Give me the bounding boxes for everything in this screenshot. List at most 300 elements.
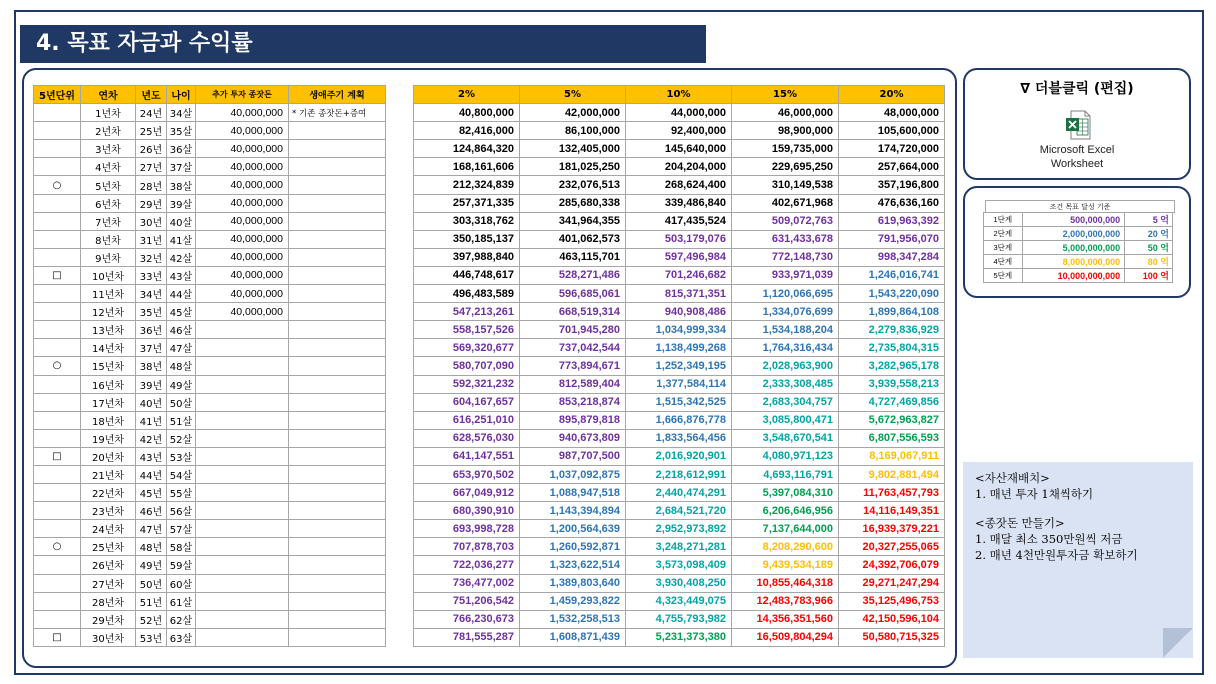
five-year-mark-cell[interactable] bbox=[34, 520, 81, 538]
year-count-cell[interactable]: 23년차 bbox=[81, 502, 136, 520]
five-year-mark-cell[interactable] bbox=[34, 339, 81, 357]
five-year-mark-cell[interactable] bbox=[34, 502, 81, 520]
return-value-cell[interactable]: 181,025,250 bbox=[520, 158, 626, 176]
age-cell[interactable]: 63살 bbox=[167, 628, 196, 646]
return-value-cell[interactable]: 92,400,000 bbox=[626, 122, 732, 140]
return-value-cell[interactable]: 558,157,526 bbox=[414, 321, 520, 339]
return-value-cell[interactable]: 6,206,646,956 bbox=[732, 502, 839, 520]
five-year-mark-cell[interactable] bbox=[34, 610, 81, 628]
year-cell[interactable]: 43년 bbox=[136, 447, 167, 465]
return-value-cell[interactable]: 8,169,067,911 bbox=[839, 447, 945, 465]
five-year-mark-cell[interactable] bbox=[34, 429, 81, 447]
plan-cell[interactable] bbox=[289, 122, 386, 140]
year-count-cell[interactable]: 9년차 bbox=[81, 248, 136, 266]
return-value-cell[interactable]: 2,279,836,929 bbox=[839, 321, 945, 339]
invest-cell[interactable] bbox=[196, 411, 289, 429]
return-value-cell[interactable]: 1,534,188,204 bbox=[732, 321, 839, 339]
return-value-cell[interactable]: 998,347,284 bbox=[839, 248, 945, 266]
return-value-cell[interactable]: 6,807,556,593 bbox=[839, 429, 945, 447]
five-year-mark-cell[interactable] bbox=[34, 212, 81, 230]
invest-cell[interactable] bbox=[196, 628, 289, 646]
return-value-cell[interactable]: 987,707,500 bbox=[520, 447, 626, 465]
plan-cell[interactable] bbox=[289, 393, 386, 411]
return-value-cell[interactable]: 1,034,999,334 bbox=[626, 321, 732, 339]
return-value-cell[interactable]: 2,683,304,757 bbox=[732, 393, 839, 411]
year-count-cell[interactable]: 29년차 bbox=[81, 610, 136, 628]
age-cell[interactable]: 58살 bbox=[167, 538, 196, 556]
year-cell[interactable]: 34년 bbox=[136, 285, 167, 303]
return-value-cell[interactable]: 4,755,793,982 bbox=[626, 610, 732, 628]
return-value-cell[interactable]: 46,000,000 bbox=[732, 104, 839, 122]
age-cell[interactable]: 59살 bbox=[167, 556, 196, 574]
return-value-cell[interactable]: 1,252,349,195 bbox=[626, 357, 732, 375]
return-value-cell[interactable]: 496,483,589 bbox=[414, 285, 520, 303]
plan-cell[interactable] bbox=[289, 285, 386, 303]
return-value-cell[interactable]: 569,320,677 bbox=[414, 339, 520, 357]
age-cell[interactable]: 42살 bbox=[167, 248, 196, 266]
invest-cell[interactable] bbox=[196, 429, 289, 447]
five-year-mark-cell[interactable] bbox=[34, 122, 81, 140]
invest-cell[interactable] bbox=[196, 502, 289, 520]
return-value-cell[interactable]: 597,496,984 bbox=[626, 248, 732, 266]
year-cell[interactable]: 35년 bbox=[136, 303, 167, 321]
return-value-cell[interactable]: 402,671,968 bbox=[732, 194, 839, 212]
age-cell[interactable]: 55살 bbox=[167, 484, 196, 502]
invest-cell[interactable]: 40,000,000 bbox=[196, 248, 289, 266]
year-count-cell[interactable]: 14년차 bbox=[81, 339, 136, 357]
return-value-cell[interactable]: 604,167,657 bbox=[414, 393, 520, 411]
year-count-cell[interactable]: 4년차 bbox=[81, 158, 136, 176]
excel-object-box[interactable] bbox=[963, 68, 1191, 180]
five-year-mark-cell[interactable]: □ bbox=[34, 447, 81, 465]
return-value-cell[interactable]: 3,573,098,409 bbox=[626, 556, 732, 574]
return-value-cell[interactable]: 722,036,277 bbox=[414, 556, 520, 574]
return-value-cell[interactable]: 42,150,596,104 bbox=[839, 610, 945, 628]
five-year-mark-cell[interactable] bbox=[34, 285, 81, 303]
invest-cell[interactable]: 40,000,000 bbox=[196, 230, 289, 248]
plan-cell[interactable] bbox=[289, 465, 386, 483]
return-value-cell[interactable]: 48,000,000 bbox=[839, 104, 945, 122]
five-year-mark-cell[interactable] bbox=[34, 194, 81, 212]
year-cell[interactable]: 36년 bbox=[136, 321, 167, 339]
return-value-cell[interactable]: 1,389,803,640 bbox=[520, 574, 626, 592]
year-count-cell[interactable]: 24년차 bbox=[81, 520, 136, 538]
return-value-cell[interactable]: 631,433,678 bbox=[732, 230, 839, 248]
plan-cell[interactable] bbox=[289, 447, 386, 465]
return-value-cell[interactable]: 16,509,804,294 bbox=[732, 628, 839, 646]
invest-cell[interactable] bbox=[196, 484, 289, 502]
five-year-mark-cell[interactable] bbox=[34, 411, 81, 429]
invest-cell[interactable] bbox=[196, 520, 289, 538]
return-value-cell[interactable]: 397,988,840 bbox=[414, 248, 520, 266]
return-value-cell[interactable]: 1,515,342,525 bbox=[626, 393, 732, 411]
returns-table[interactable] bbox=[413, 85, 945, 647]
age-cell[interactable]: 62살 bbox=[167, 610, 196, 628]
age-cell[interactable]: 43살 bbox=[167, 266, 196, 284]
plan-cell[interactable] bbox=[289, 574, 386, 592]
plan-cell[interactable] bbox=[289, 212, 386, 230]
return-value-cell[interactable]: 940,673,809 bbox=[520, 429, 626, 447]
five-year-mark-cell[interactable]: ○ bbox=[34, 176, 81, 194]
return-value-cell[interactable]: 3,930,408,250 bbox=[626, 574, 732, 592]
plan-cell[interactable] bbox=[289, 520, 386, 538]
year-count-cell[interactable]: 10년차 bbox=[81, 266, 136, 284]
five-year-mark-cell[interactable] bbox=[34, 158, 81, 176]
return-value-cell[interactable]: 339,486,840 bbox=[626, 194, 732, 212]
schedule-table[interactable] bbox=[33, 85, 386, 647]
return-value-cell[interactable]: 40,800,000 bbox=[414, 104, 520, 122]
return-value-cell[interactable]: 736,477,002 bbox=[414, 574, 520, 592]
return-value-cell[interactable]: 285,680,338 bbox=[520, 194, 626, 212]
return-value-cell[interactable]: 446,748,617 bbox=[414, 266, 520, 284]
year-count-cell[interactable]: 6년차 bbox=[81, 194, 136, 212]
return-value-cell[interactable]: 1,143,394,894 bbox=[520, 502, 626, 520]
return-value-cell[interactable]: 5,672,963,827 bbox=[839, 411, 945, 429]
five-year-mark-cell[interactable] bbox=[34, 574, 81, 592]
invest-cell[interactable] bbox=[196, 574, 289, 592]
return-value-cell[interactable]: 401,062,573 bbox=[520, 230, 626, 248]
year-cell[interactable]: 33년 bbox=[136, 266, 167, 284]
return-value-cell[interactable]: 105,600,000 bbox=[839, 122, 945, 140]
return-value-cell[interactable]: 417,435,524 bbox=[626, 212, 732, 230]
return-value-cell[interactable]: 3,085,800,471 bbox=[732, 411, 839, 429]
age-cell[interactable]: 47살 bbox=[167, 339, 196, 357]
return-value-cell[interactable]: 3,939,558,213 bbox=[839, 375, 945, 393]
return-value-cell[interactable]: 667,049,912 bbox=[414, 484, 520, 502]
five-year-mark-cell[interactable] bbox=[34, 556, 81, 574]
age-cell[interactable]: 44살 bbox=[167, 285, 196, 303]
return-value-cell[interactable]: 2,684,521,720 bbox=[626, 502, 732, 520]
return-value-cell[interactable]: 7,137,644,000 bbox=[732, 520, 839, 538]
year-cell[interactable]: 53년 bbox=[136, 628, 167, 646]
return-value-cell[interactable]: 50,580,715,325 bbox=[839, 628, 945, 646]
year-cell[interactable]: 25년 bbox=[136, 122, 167, 140]
invest-cell[interactable]: 40,000,000 bbox=[196, 266, 289, 284]
return-value-cell[interactable]: 204,204,000 bbox=[626, 158, 732, 176]
return-value-cell[interactable]: 174,720,000 bbox=[839, 140, 945, 158]
age-cell[interactable]: 53살 bbox=[167, 447, 196, 465]
plan-cell[interactable] bbox=[289, 248, 386, 266]
five-year-mark-cell[interactable] bbox=[34, 321, 81, 339]
return-value-cell[interactable]: 2,735,804,315 bbox=[839, 339, 945, 357]
year-count-cell[interactable]: 8년차 bbox=[81, 230, 136, 248]
age-cell[interactable]: 37살 bbox=[167, 158, 196, 176]
age-cell[interactable]: 54살 bbox=[167, 465, 196, 483]
invest-cell[interactable]: 40,000,000 bbox=[196, 140, 289, 158]
return-value-cell[interactable]: 580,707,090 bbox=[414, 357, 520, 375]
five-year-mark-cell[interactable] bbox=[34, 465, 81, 483]
plan-cell[interactable] bbox=[289, 339, 386, 357]
year-cell[interactable]: 42년 bbox=[136, 429, 167, 447]
return-value-cell[interactable]: 4,693,116,791 bbox=[732, 465, 839, 483]
return-value-cell[interactable]: 737,042,544 bbox=[520, 339, 626, 357]
plan-cell[interactable] bbox=[289, 357, 386, 375]
return-value-cell[interactable]: 592,321,232 bbox=[414, 375, 520, 393]
plan-cell[interactable] bbox=[289, 538, 386, 556]
return-value-cell[interactable]: 11,763,457,793 bbox=[839, 484, 945, 502]
return-value-cell[interactable]: 42,000,000 bbox=[520, 104, 626, 122]
return-value-cell[interactable]: 257,664,000 bbox=[839, 158, 945, 176]
return-value-cell[interactable]: 933,971,039 bbox=[732, 266, 839, 284]
return-value-cell[interactable]: 693,998,728 bbox=[414, 520, 520, 538]
return-value-cell[interactable]: 12,483,783,966 bbox=[732, 592, 839, 610]
return-value-cell[interactable]: 1,120,066,695 bbox=[732, 285, 839, 303]
return-value-cell[interactable]: 229,695,250 bbox=[732, 158, 839, 176]
return-value-cell[interactable]: 3,282,965,178 bbox=[839, 357, 945, 375]
return-value-cell[interactable]: 2,016,920,901 bbox=[626, 447, 732, 465]
year-count-cell[interactable]: 30년차 bbox=[81, 628, 136, 646]
age-cell[interactable]: 45살 bbox=[167, 303, 196, 321]
plan-cell[interactable] bbox=[289, 375, 386, 393]
age-cell[interactable]: 48살 bbox=[167, 357, 196, 375]
year-count-cell[interactable]: 17년차 bbox=[81, 393, 136, 411]
year-cell[interactable]: 45년 bbox=[136, 484, 167, 502]
return-value-cell[interactable]: 2,952,973,892 bbox=[626, 520, 732, 538]
age-cell[interactable]: 40살 bbox=[167, 212, 196, 230]
year-cell[interactable]: 39년 bbox=[136, 375, 167, 393]
return-value-cell[interactable]: 1,459,293,822 bbox=[520, 592, 626, 610]
invest-cell[interactable]: 40,000,000 bbox=[196, 194, 289, 212]
return-value-cell[interactable]: 2,028,963,900 bbox=[732, 357, 839, 375]
return-value-cell[interactable]: 1,246,016,741 bbox=[839, 266, 945, 284]
year-count-cell[interactable]: 5년차 bbox=[81, 176, 136, 194]
return-value-cell[interactable]: 1,200,564,639 bbox=[520, 520, 626, 538]
return-value-cell[interactable]: 701,246,682 bbox=[626, 266, 732, 284]
return-value-cell[interactable]: 2,440,474,291 bbox=[626, 484, 732, 502]
return-value-cell[interactable]: 616,251,010 bbox=[414, 411, 520, 429]
invest-cell[interactable] bbox=[196, 610, 289, 628]
return-value-cell[interactable]: 619,963,392 bbox=[839, 212, 945, 230]
return-value-cell[interactable]: 1,833,564,456 bbox=[626, 429, 732, 447]
year-count-cell[interactable]: 2년차 bbox=[81, 122, 136, 140]
return-value-cell[interactable]: 815,371,351 bbox=[626, 285, 732, 303]
return-value-cell[interactable]: 4,080,971,123 bbox=[732, 447, 839, 465]
age-cell[interactable]: 61살 bbox=[167, 592, 196, 610]
five-year-mark-cell[interactable] bbox=[34, 303, 81, 321]
year-cell[interactable]: 47년 bbox=[136, 520, 167, 538]
return-value-cell[interactable]: 766,230,673 bbox=[414, 610, 520, 628]
return-value-cell[interactable]: 232,076,513 bbox=[520, 176, 626, 194]
return-value-cell[interactable]: 4,323,449,075 bbox=[626, 592, 732, 610]
five-year-mark-cell[interactable] bbox=[34, 104, 81, 122]
return-value-cell[interactable]: 503,179,076 bbox=[626, 230, 732, 248]
year-cell[interactable]: 49년 bbox=[136, 556, 167, 574]
return-value-cell[interactable]: 35,125,496,753 bbox=[839, 592, 945, 610]
return-value-cell[interactable]: 1,532,258,513 bbox=[520, 610, 626, 628]
year-count-cell[interactable]: 21년차 bbox=[81, 465, 136, 483]
five-year-mark-cell[interactable] bbox=[34, 230, 81, 248]
return-value-cell[interactable]: 132,405,000 bbox=[520, 140, 626, 158]
year-cell[interactable]: 28년 bbox=[136, 176, 167, 194]
year-cell[interactable]: 50년 bbox=[136, 574, 167, 592]
return-value-cell[interactable]: 82,416,000 bbox=[414, 122, 520, 140]
age-cell[interactable]: 49살 bbox=[167, 375, 196, 393]
year-cell[interactable]: 37년 bbox=[136, 339, 167, 357]
return-value-cell[interactable]: 3,248,271,281 bbox=[626, 538, 732, 556]
return-value-cell[interactable]: 791,956,070 bbox=[839, 230, 945, 248]
return-value-cell[interactable]: 1,037,092,875 bbox=[520, 465, 626, 483]
excel-icon[interactable] bbox=[1065, 110, 1091, 140]
return-value-cell[interactable]: 357,196,800 bbox=[839, 176, 945, 194]
return-value-cell[interactable]: 463,115,701 bbox=[520, 248, 626, 266]
invest-cell[interactable] bbox=[196, 357, 289, 375]
return-value-cell[interactable]: 1,377,584,114 bbox=[626, 375, 732, 393]
plan-cell[interactable] bbox=[289, 266, 386, 284]
return-value-cell[interactable]: 772,148,730 bbox=[732, 248, 839, 266]
year-count-cell[interactable]: 22년차 bbox=[81, 484, 136, 502]
return-value-cell[interactable]: 668,519,314 bbox=[520, 303, 626, 321]
age-cell[interactable]: 51살 bbox=[167, 411, 196, 429]
return-value-cell[interactable]: 124,864,320 bbox=[414, 140, 520, 158]
return-value-cell[interactable]: 159,735,000 bbox=[732, 140, 839, 158]
return-value-cell[interactable]: 1,088,947,518 bbox=[520, 484, 626, 502]
year-count-cell[interactable]: 11년차 bbox=[81, 285, 136, 303]
year-cell[interactable]: 51년 bbox=[136, 592, 167, 610]
year-count-cell[interactable]: 18년차 bbox=[81, 411, 136, 429]
return-value-cell[interactable]: 9,439,534,189 bbox=[732, 556, 839, 574]
year-count-cell[interactable]: 26년차 bbox=[81, 556, 136, 574]
age-cell[interactable]: 57살 bbox=[167, 520, 196, 538]
invest-cell[interactable] bbox=[196, 592, 289, 610]
invest-cell[interactable]: 40,000,000 bbox=[196, 122, 289, 140]
return-value-cell[interactable]: 653,970,502 bbox=[414, 465, 520, 483]
year-count-cell[interactable]: 28년차 bbox=[81, 592, 136, 610]
year-count-cell[interactable]: 27년차 bbox=[81, 574, 136, 592]
year-count-cell[interactable]: 12년차 bbox=[81, 303, 136, 321]
year-cell[interactable]: 44년 bbox=[136, 465, 167, 483]
return-value-cell[interactable]: 1,666,876,778 bbox=[626, 411, 732, 429]
five-year-mark-cell[interactable] bbox=[34, 375, 81, 393]
return-value-cell[interactable]: 1,260,592,871 bbox=[520, 538, 626, 556]
return-value-cell[interactable]: 14,356,351,560 bbox=[732, 610, 839, 628]
return-value-cell[interactable]: 4,727,469,856 bbox=[839, 393, 945, 411]
invest-cell[interactable]: 40,000,000 bbox=[196, 285, 289, 303]
year-cell[interactable]: 29년 bbox=[136, 194, 167, 212]
five-year-mark-cell[interactable]: ○ bbox=[34, 357, 81, 375]
age-cell[interactable]: 52살 bbox=[167, 429, 196, 447]
return-value-cell[interactable]: 145,640,000 bbox=[626, 140, 732, 158]
age-cell[interactable]: 60살 bbox=[167, 574, 196, 592]
year-count-cell[interactable]: 15년차 bbox=[81, 357, 136, 375]
plan-cell[interactable] bbox=[289, 628, 386, 646]
invest-cell[interactable]: 40,000,000 bbox=[196, 303, 289, 321]
invest-cell[interactable] bbox=[196, 556, 289, 574]
return-value-cell[interactable]: 853,218,874 bbox=[520, 393, 626, 411]
return-value-cell[interactable]: 303,318,762 bbox=[414, 212, 520, 230]
return-value-cell[interactable]: 701,945,280 bbox=[520, 321, 626, 339]
return-value-cell[interactable]: 20,327,255,065 bbox=[839, 538, 945, 556]
plan-cell[interactable] bbox=[289, 556, 386, 574]
invest-cell[interactable] bbox=[196, 447, 289, 465]
return-value-cell[interactable]: 86,100,000 bbox=[520, 122, 626, 140]
year-cell[interactable]: 24년 bbox=[136, 104, 167, 122]
plan-cell[interactable] bbox=[289, 610, 386, 628]
return-value-cell[interactable]: 9,802,881,494 bbox=[839, 465, 945, 483]
return-value-cell[interactable]: 341,964,355 bbox=[520, 212, 626, 230]
five-year-mark-cell[interactable]: □ bbox=[34, 266, 81, 284]
year-cell[interactable]: 46년 bbox=[136, 502, 167, 520]
return-value-cell[interactable]: 528,271,486 bbox=[520, 266, 626, 284]
plan-cell[interactable] bbox=[289, 429, 386, 447]
return-value-cell[interactable]: 773,894,671 bbox=[520, 357, 626, 375]
return-value-cell[interactable]: 895,879,818 bbox=[520, 411, 626, 429]
year-cell[interactable]: 30년 bbox=[136, 212, 167, 230]
plan-cell[interactable] bbox=[289, 194, 386, 212]
return-value-cell[interactable]: 1,543,220,090 bbox=[839, 285, 945, 303]
age-cell[interactable]: 39살 bbox=[167, 194, 196, 212]
plan-cell[interactable] bbox=[289, 321, 386, 339]
plan-cell[interactable] bbox=[289, 592, 386, 610]
plan-cell[interactable]: * 기존 종잣돈+증여 bbox=[289, 104, 386, 122]
plan-cell[interactable] bbox=[289, 502, 386, 520]
invest-cell[interactable]: 40,000,000 bbox=[196, 176, 289, 194]
invest-cell[interactable] bbox=[196, 465, 289, 483]
return-value-cell[interactable]: 812,589,404 bbox=[520, 375, 626, 393]
age-cell[interactable]: 56살 bbox=[167, 502, 196, 520]
return-value-cell[interactable]: 1,334,076,699 bbox=[732, 303, 839, 321]
return-value-cell[interactable]: 641,147,551 bbox=[414, 447, 520, 465]
age-cell[interactable]: 34살 bbox=[167, 104, 196, 122]
year-count-cell[interactable]: 7년차 bbox=[81, 212, 136, 230]
return-value-cell[interactable]: 1,608,871,439 bbox=[520, 628, 626, 646]
return-value-cell[interactable]: 476,636,160 bbox=[839, 194, 945, 212]
return-value-cell[interactable]: 509,072,763 bbox=[732, 212, 839, 230]
plan-cell[interactable] bbox=[289, 303, 386, 321]
return-value-cell[interactable]: 8,208,290,600 bbox=[732, 538, 839, 556]
return-value-cell[interactable]: 212,324,839 bbox=[414, 176, 520, 194]
return-value-cell[interactable]: 2,333,308,485 bbox=[732, 375, 839, 393]
year-count-cell[interactable]: 3년차 bbox=[81, 140, 136, 158]
age-cell[interactable]: 38살 bbox=[167, 176, 196, 194]
age-cell[interactable]: 35살 bbox=[167, 122, 196, 140]
plan-cell[interactable] bbox=[289, 411, 386, 429]
return-value-cell[interactable]: 5,231,373,380 bbox=[626, 628, 732, 646]
year-cell[interactable]: 32년 bbox=[136, 248, 167, 266]
return-value-cell[interactable]: 547,213,261 bbox=[414, 303, 520, 321]
year-cell[interactable]: 41년 bbox=[136, 411, 167, 429]
year-count-cell[interactable]: 20년차 bbox=[81, 447, 136, 465]
year-cell[interactable]: 40년 bbox=[136, 393, 167, 411]
year-cell[interactable]: 27년 bbox=[136, 158, 167, 176]
invest-cell[interactable] bbox=[196, 321, 289, 339]
return-value-cell[interactable]: 628,576,030 bbox=[414, 429, 520, 447]
plan-cell[interactable] bbox=[289, 176, 386, 194]
return-value-cell[interactable]: 751,206,542 bbox=[414, 592, 520, 610]
invest-cell[interactable] bbox=[196, 538, 289, 556]
return-value-cell[interactable]: 1,138,499,268 bbox=[626, 339, 732, 357]
invest-cell[interactable]: 40,000,000 bbox=[196, 104, 289, 122]
five-year-mark-cell[interactable]: □ bbox=[34, 628, 81, 646]
year-cell[interactable]: 48년 bbox=[136, 538, 167, 556]
year-count-cell[interactable]: 25년차 bbox=[81, 538, 136, 556]
return-value-cell[interactable]: 940,908,486 bbox=[626, 303, 732, 321]
year-count-cell[interactable]: 1년차 bbox=[81, 104, 136, 122]
age-cell[interactable]: 50살 bbox=[167, 393, 196, 411]
five-year-mark-cell[interactable] bbox=[34, 140, 81, 158]
return-value-cell[interactable]: 310,149,538 bbox=[732, 176, 839, 194]
return-value-cell[interactable]: 16,939,379,221 bbox=[839, 520, 945, 538]
return-value-cell[interactable]: 10,855,464,318 bbox=[732, 574, 839, 592]
year-cell[interactable]: 38년 bbox=[136, 357, 167, 375]
return-value-cell[interactable]: 1,899,864,108 bbox=[839, 303, 945, 321]
return-value-cell[interactable]: 257,371,335 bbox=[414, 194, 520, 212]
five-year-mark-cell[interactable] bbox=[34, 393, 81, 411]
invest-cell[interactable] bbox=[196, 375, 289, 393]
return-value-cell[interactable]: 3,548,670,541 bbox=[732, 429, 839, 447]
invest-cell[interactable] bbox=[196, 393, 289, 411]
age-cell[interactable]: 36살 bbox=[167, 140, 196, 158]
invest-cell[interactable] bbox=[196, 339, 289, 357]
